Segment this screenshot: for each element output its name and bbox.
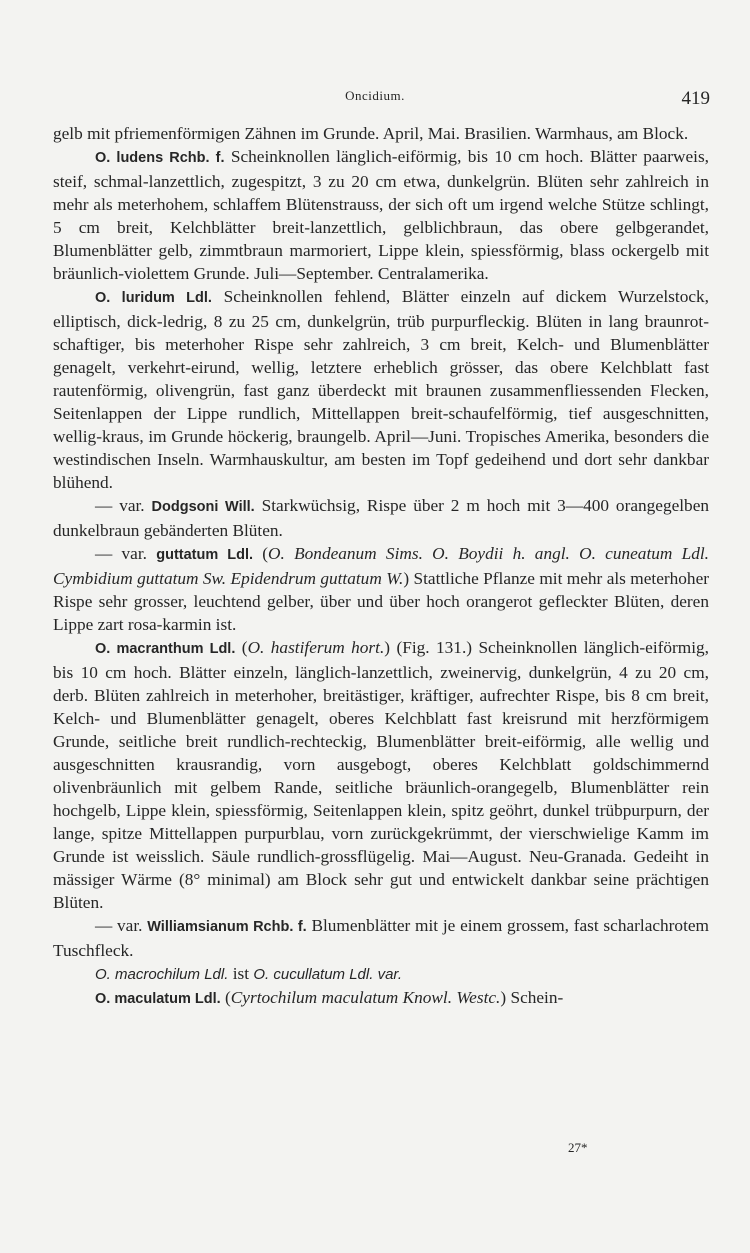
paragraph-continuation: gelb mit pfriemenförmigen Zähnen im Grunde. April, Mai. Brasilien. Warmhaus, am Block. <box>53 124 689 143</box>
entry-text: Scheinknollen fehlend, Blätter einzeln auf dickem Wurzelstock, elliptisch, dick-ledrig, 8 zu 25 cm, dunkelgrün, trüb purpurfleckig. Blüten in lang braunrot-schaftiger, bis meterhoher Rispe sehr zahlreich, 3 cm breit, Kelch- und Blumenblätter genagelt, verkehrt-eirund, wellig, letztere erheblich grösser, das obere Kelchblatt fast rautenförmig, olivengrün, fast ganz überdeckt mit braunen zusammenfliessenden Flecken, Seitenlappen der Lippe rundlich, Mittellappen breit-schaufelförmig, tief ausgeschnitten, wellig-kraus, im Grunde höckerig, braungelb. April—Juni. Tropisches Amerika, besonders die westindischen Inseln. Warmhauskultur, am besten im Topf gedeihend und dort sehr dankbar blühend. <box>53 287 709 492</box>
entry-o-macranthum <box>53 636 709 914</box>
paren-close-figure-ref: ) (Fig. 131.) <box>384 638 473 657</box>
species-name: O. maculatum Ldl. <box>95 991 221 1007</box>
paren-open: ( <box>220 988 231 1007</box>
variety-prefix: — var. <box>95 544 157 563</box>
entry-var-guttatum <box>53 542 709 636</box>
variety-name: Dodgsoni Will. <box>151 499 255 515</box>
species-name: O. ludens Rchb. f. <box>95 150 225 166</box>
cross-ref-text: ist <box>228 964 254 983</box>
entry-o-maculatum <box>53 986 709 1011</box>
entry-o-luridum <box>53 285 709 494</box>
variety-prefix: — var. <box>95 916 148 935</box>
variety-name: Williamsianum Rchb. f. <box>147 919 307 935</box>
paren-open: ( <box>253 544 269 563</box>
synonyms: O. hastiferum hort. <box>247 638 385 657</box>
entry-var-williamsianum <box>53 914 709 962</box>
signature-mark: 27* <box>568 1140 588 1155</box>
species-name: O. luridum Ldl. <box>95 290 212 306</box>
page-body <box>53 122 709 1011</box>
entry-o-ludens <box>53 145 709 285</box>
entry-text: Scheinknollen länglich-eiförmig, bis 10 cm hoch. Blätter paarweis, steif, schmal-lanzettlich, zugespitzt, 3 zu 20 cm etwa, dunkelgrün. Blüten sehr zahlreich in mehr als meterhohem, schlaffem Blütenstrauss, der sich oft um irgend welche Stütze schlingt, 5 cm breit, Kelchblätter breit-lanzettlich, gelblichbraun, das obere gelbgerandet, Blumenblätter gelb, zimmtbraun marmoriert, Lippe klein, spiessförmig, blass ockergelb mit bräunlich-violettem Grunde. Juli—September. Centralamerika. <box>53 147 709 283</box>
species-name-ref: O. cucullatum Ldl. var. <box>253 966 403 983</box>
entry-var-dodgsoni <box>53 494 709 542</box>
species-name: O. macrochilum Ldl. <box>95 966 229 983</box>
entry-text: Stattliche Pflanze mit mehr als meterhoher Rispe sehr grosser, leuchtend gelber, über und über hoch orangerot gefleckter Blüten, deren Lippe zart rosa-karmin ist. <box>53 569 709 634</box>
species-name: O. macranthum Ldl. <box>95 641 236 657</box>
entry-text: Schein- <box>506 988 564 1007</box>
entry-text: Blumenblätter mit je einem grossem, fast scharlachrotem Tuschfleck. <box>53 916 709 960</box>
paren-close: ) <box>500 988 507 1007</box>
synonyms: O. Bondeanum Sims. O. Boydii h. angl. O. cuneatum Ldl. Cymbidium guttatum Sw. Epidendrum guttatum W. <box>53 544 710 588</box>
variety-prefix: — var. <box>95 496 152 515</box>
paren-close: ) <box>403 569 410 588</box>
page-number: 419 <box>681 88 710 109</box>
variety-name: guttatum Ldl. <box>156 547 254 563</box>
entry-o-macrochilum <box>53 962 709 986</box>
running-title: Oncidium. <box>345 88 405 103</box>
paren-open: ( <box>235 638 248 657</box>
synonyms: Cyrtochilum maculatum Knowl. Westc. <box>230 988 501 1007</box>
entry-text: Scheinknollen länglich-eiförmig, bis 10 cm hoch. Blätter einzeln, länglich-lanzettlich, zweinervig, dunkelgrün, 4 zu 20 cm, derb. Blüten zahlreich in meterhoher, breitästiger, kräftiger, aufrechter Rispe, bis 8 cm breit, Kelch- und Blumenblätter genagelt, oberes Kelchblatt fast kreisrund mit herzförmigem Grunde, seitliche breit rundlich-rechteckig, Blumenblätter breit-eiförmig, alle wellig und ausgeschnitten krausrandig, vorn ausgebogt, oberes Kelchblatt goldschimmernd olivenbräunlich mit gelbem Rande, seitliche bräunlich-orangegelb, Blumenblätter rein hochgelb, Lippe klein, spiessförmig, Seitenlappen klein, spitz geöhrt, dunkel trübpurpurn, der lange, spitze Mittellappen purpurblau, vorn zurückgekrümmt, der vierschwielige Kamm im Grunde ist weisslich. Säule rundlich-grossflügelig. Mai—August. Neu-Granada. Gedeiht in mässiger Wärme (8° minimal) am Block sehr gut und entwickelt dankbar seine prächtigen Blüten. <box>53 638 709 912</box>
entry-text: Starkwüchsig, Rispe über 2 m hoch mit 3—400 orangegelben dunkelbraun gebänderten Blüten. <box>53 496 710 540</box>
